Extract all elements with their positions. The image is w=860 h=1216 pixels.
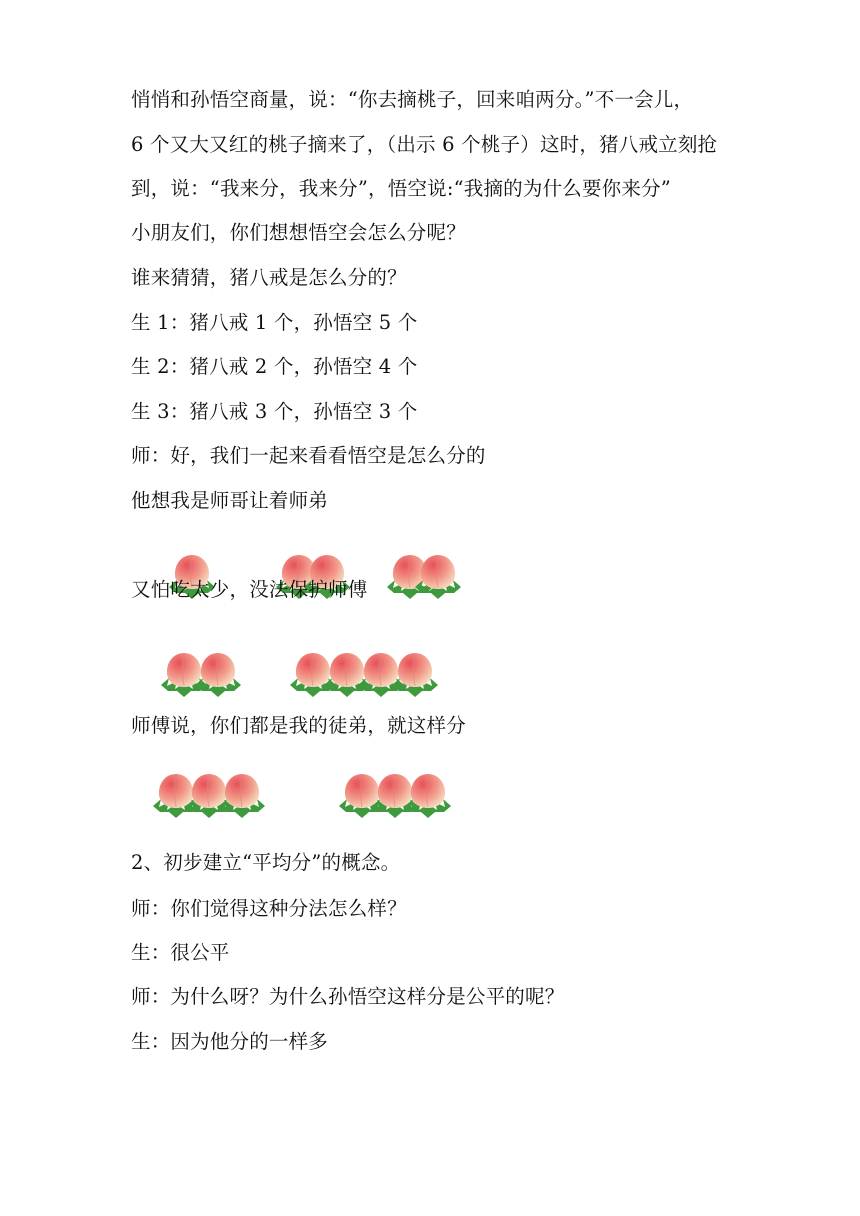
teacher-line: 师：好，我们一起来看看悟空是怎么分的 bbox=[131, 444, 486, 467]
peach-icon bbox=[386, 645, 444, 701]
peach-icon bbox=[213, 766, 271, 822]
paragraph-line: 悄悄和孙悟空商量，说：“你去摘桃子，回来咱两分。”不一会儿， bbox=[131, 88, 694, 111]
peach-icon bbox=[409, 547, 467, 603]
peach-illustration-row bbox=[0, 766, 860, 822]
peach-illustration-row bbox=[0, 547, 860, 603]
teacher-line: 师：为什么呀？为什么孙悟空这样分是公平的呢？ bbox=[131, 985, 565, 1008]
paragraph-line: 谁来猜猜，猪八戒是怎么分的？ bbox=[131, 266, 407, 289]
peach-icon bbox=[189, 645, 247, 701]
paragraph-line: 他想我是师哥让着师弟 bbox=[131, 489, 329, 512]
student-answer: 生：很公平 bbox=[131, 941, 230, 964]
section-heading: 2、初步建立“平均分”的概念。 bbox=[131, 851, 401, 874]
paragraph-line: 到，说：“我来分，我来分”，悟空说:“我摘的为什么要你来分” bbox=[131, 177, 671, 200]
paragraph-line: 又怕吃太少，没法保护师傅 bbox=[131, 578, 368, 601]
student-answer: 生 3：猪八戒 3 个，孙悟空 3 个 bbox=[131, 400, 418, 423]
student-answer: 生 1：猪八戒 1 个，孙悟空 5 个 bbox=[131, 311, 418, 334]
paragraph-line: 小朋友们，你们想想悟空会怎么分呢？ bbox=[131, 221, 466, 244]
peach-icon bbox=[399, 766, 457, 822]
paragraph-line: 师傅说，你们都是我的徒弟，就这样分 bbox=[131, 714, 466, 737]
student-answer: 生：因为他分的一样多 bbox=[131, 1030, 329, 1053]
paragraph-line: 6 个又大又红的桃子摘来了，（出示 6 个桃子）这时，猪八戒立刻抢 bbox=[131, 133, 718, 156]
student-answer: 生 2：猪八戒 2 个，孙悟空 4 个 bbox=[131, 355, 418, 378]
teacher-line: 师：你们觉得这种分法怎么样？ bbox=[131, 897, 407, 920]
peach-illustration-row bbox=[0, 645, 860, 701]
